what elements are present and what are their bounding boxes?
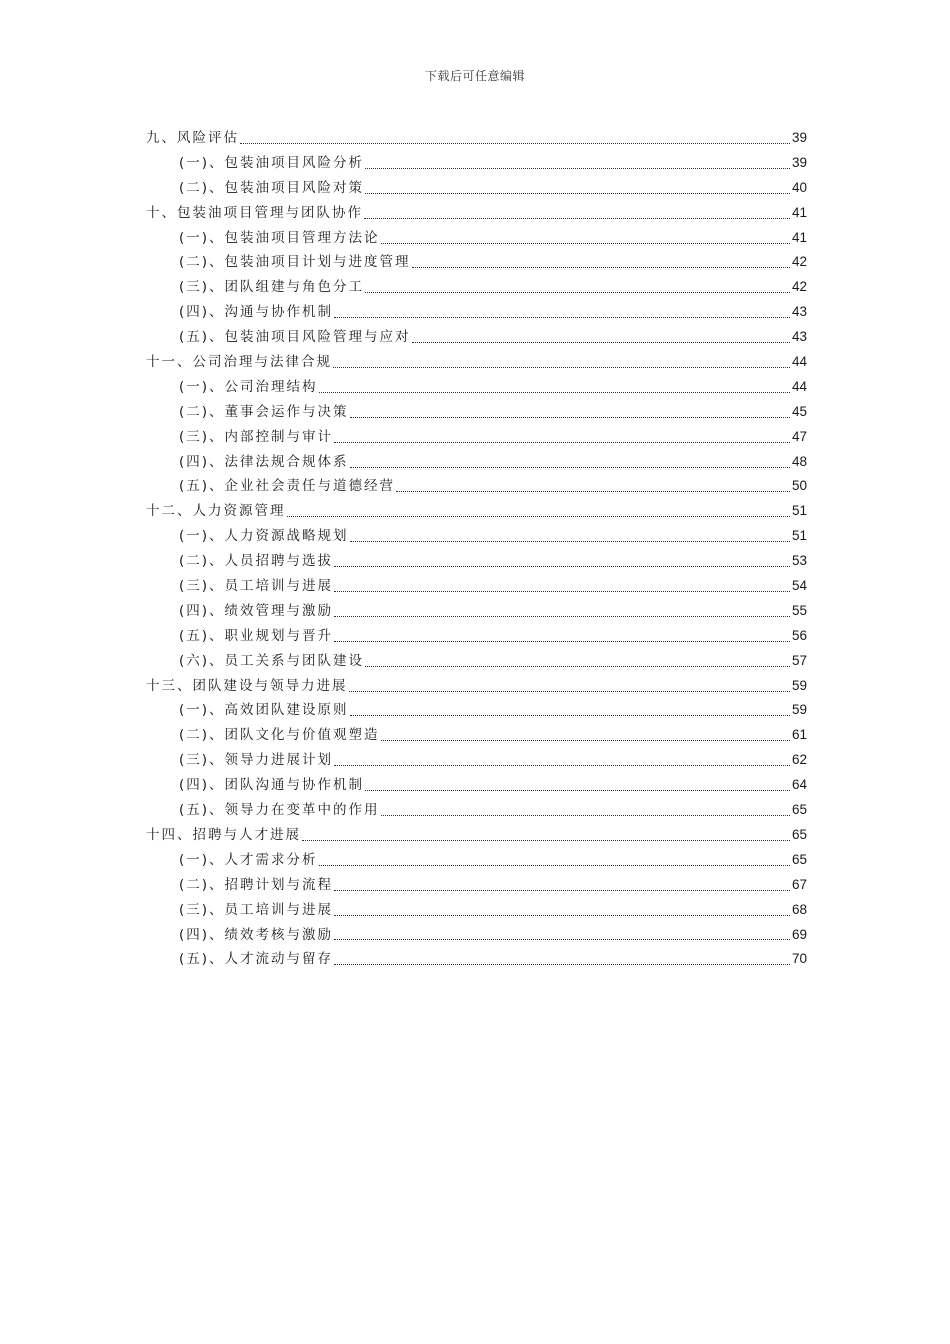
toc-entry-title: (五)、包装油项目风险管理与应对 xyxy=(179,329,411,346)
toc-entry[interactable] xyxy=(146,400,807,425)
toc-entry[interactable] xyxy=(146,773,807,798)
toc-dot-leader xyxy=(381,243,790,244)
toc-entry-page-number: 59 xyxy=(791,702,807,718)
toc-entry-page-number: 43 xyxy=(791,304,807,320)
toc-entry[interactable] xyxy=(146,250,807,275)
toc-entry[interactable] xyxy=(146,698,807,723)
toc-entry-title: (五)、领导力在变革中的作用 xyxy=(179,802,380,819)
toc-entry[interactable] xyxy=(146,300,807,325)
toc-entry-title: (五)、企业社会责任与道德经营 xyxy=(179,478,396,495)
table-of-contents xyxy=(146,126,807,972)
toc-entry[interactable] xyxy=(146,873,807,898)
toc-entry-title: (四)、绩效管理与激励 xyxy=(179,602,334,619)
toc-entry-title: (二)、招聘计划与流程 xyxy=(179,876,334,893)
toc-dot-leader xyxy=(334,442,790,443)
toc-entry[interactable] xyxy=(146,450,807,475)
toc-entry[interactable] xyxy=(146,823,807,848)
toc-entry[interactable] xyxy=(146,375,807,400)
toc-dot-leader xyxy=(350,467,790,468)
toc-dot-leader xyxy=(365,193,790,194)
toc-dot-leader xyxy=(319,392,790,393)
toc-dot-leader xyxy=(350,541,790,542)
toc-entry-title: 十二、人力资源管理 xyxy=(146,503,286,520)
toc-entry[interactable] xyxy=(146,474,807,499)
toc-entry[interactable] xyxy=(146,748,807,773)
toc-dot-leader xyxy=(334,890,790,891)
toc-entry[interactable] xyxy=(146,574,807,599)
toc-dot-leader xyxy=(334,964,790,965)
toc-dot-leader xyxy=(240,143,790,144)
toc-entry-title: (二)、包装油项目计划与进度管理 xyxy=(179,254,411,271)
toc-entry-title: (四)、法律法规合规体系 xyxy=(179,453,349,470)
toc-entry-page-number: 57 xyxy=(791,652,807,668)
toc-entry-page-number: 42 xyxy=(791,279,807,295)
toc-entry-page-number: 67 xyxy=(791,876,807,892)
toc-entry[interactable] xyxy=(146,425,807,450)
toc-entry-title: (四)、绩效考核与激励 xyxy=(179,926,334,943)
toc-entry-title: (三)、领导力进展计划 xyxy=(179,752,334,769)
toc-dot-leader xyxy=(396,491,790,492)
toc-entry-page-number: 53 xyxy=(791,553,807,569)
toc-entry-title: 十三、团队建设与领导力进展 xyxy=(146,677,348,694)
toc-entry-page-number: 47 xyxy=(791,428,807,444)
toc-dot-leader xyxy=(381,815,790,816)
toc-dot-leader xyxy=(365,666,790,667)
toc-dot-leader xyxy=(412,342,790,343)
toc-entry-page-number: 55 xyxy=(791,602,807,618)
toc-entry-page-number: 56 xyxy=(791,627,807,643)
toc-entry-page-number: 51 xyxy=(791,503,807,519)
toc-entry[interactable] xyxy=(146,923,807,948)
toc-entry-page-number: 69 xyxy=(791,926,807,942)
toc-dot-leader xyxy=(365,292,790,293)
toc-entry-title: (一)、人力资源战略规划 xyxy=(179,528,349,545)
toc-entry-title: (五)、人才流动与留存 xyxy=(179,951,334,968)
toc-entry-title: (六)、员工关系与团队建设 xyxy=(179,652,365,669)
toc-entry[interactable] xyxy=(146,126,807,151)
toc-entry-title: (一)、公司治理结构 xyxy=(179,378,318,395)
toc-dot-leader xyxy=(364,218,790,219)
toc-entry[interactable] xyxy=(146,325,807,350)
toc-dot-leader xyxy=(334,915,790,916)
toc-entry-title: (三)、内部控制与审计 xyxy=(179,428,334,445)
toc-entry-page-number: 44 xyxy=(791,354,807,370)
toc-dot-leader xyxy=(334,616,790,617)
toc-dot-leader xyxy=(302,840,790,841)
toc-entry-page-number: 70 xyxy=(791,951,807,967)
toc-entry-page-number: 62 xyxy=(791,752,807,768)
toc-dot-leader xyxy=(350,417,790,418)
toc-dot-leader xyxy=(287,516,790,517)
toc-entry-title: (三)、团队组建与角色分工 xyxy=(179,279,365,296)
toc-entry-title: (三)、员工培训与进展 xyxy=(179,578,334,595)
toc-entry[interactable] xyxy=(146,226,807,251)
toc-entry[interactable] xyxy=(146,151,807,176)
toc-entry[interactable] xyxy=(146,499,807,524)
toc-entry-page-number: 65 xyxy=(791,826,807,842)
toc-entry-title: (二)、董事会运作与决策 xyxy=(179,403,349,420)
toc-entry-title: (四)、沟通与协作机制 xyxy=(179,304,334,321)
toc-entry-page-number: 40 xyxy=(791,179,807,195)
toc-entry-page-number: 68 xyxy=(791,901,807,917)
toc-entry[interactable] xyxy=(146,649,807,674)
toc-entry-title: (四)、团队沟通与协作机制 xyxy=(179,777,365,794)
toc-entry-title: 十一、公司治理与法律合规 xyxy=(146,354,332,371)
toc-entry-title: (二)、包装油项目风险对策 xyxy=(179,179,365,196)
toc-dot-leader xyxy=(365,790,790,791)
toc-entry[interactable] xyxy=(146,350,807,375)
toc-entry[interactable] xyxy=(146,524,807,549)
toc-entry-title: 九、风险评估 xyxy=(146,130,239,146)
toc-entry[interactable] xyxy=(146,624,807,649)
toc-entry-title: (一)、高效团队建设原则 xyxy=(179,702,349,719)
toc-dot-leader xyxy=(334,641,790,642)
toc-entry[interactable] xyxy=(146,674,807,699)
toc-entry-page-number: 43 xyxy=(791,329,807,345)
toc-entry[interactable] xyxy=(146,798,807,823)
toc-entry[interactable] xyxy=(146,848,807,873)
toc-entry-page-number: 59 xyxy=(791,677,807,693)
toc-entry-title: 十、包装油项目管理与团队协作 xyxy=(146,204,363,221)
toc-entry[interactable] xyxy=(146,898,807,923)
toc-entry-page-number: 41 xyxy=(791,229,807,245)
toc-entry-page-number: 39 xyxy=(791,154,807,170)
toc-entry-page-number: 51 xyxy=(791,528,807,544)
toc-entry-page-number: 61 xyxy=(791,727,807,743)
toc-entry-page-number: 65 xyxy=(791,851,807,867)
toc-entry-title: (二)、团队文化与价值观塑造 xyxy=(179,727,380,744)
toc-entry-page-number: 45 xyxy=(791,403,807,419)
toc-dot-leader xyxy=(334,765,790,766)
toc-entry[interactable] xyxy=(146,275,807,300)
toc-entry-title: (二)、人员招聘与选拔 xyxy=(179,553,334,570)
toc-dot-leader xyxy=(334,317,790,318)
toc-dot-leader xyxy=(350,715,790,716)
toc-dot-leader xyxy=(334,566,790,567)
toc-entry[interactable] xyxy=(146,201,807,226)
toc-dot-leader xyxy=(365,168,790,169)
toc-entry-page-number: 41 xyxy=(791,204,807,220)
toc-entry-page-number: 44 xyxy=(791,378,807,394)
toc-entry-page-number: 42 xyxy=(791,254,807,270)
toc-dot-leader xyxy=(334,591,790,592)
toc-entry-page-number: 65 xyxy=(791,802,807,818)
toc-entry-title: (五)、职业规划与晋升 xyxy=(179,627,334,644)
toc-entry-page-number: 48 xyxy=(791,453,807,469)
toc-entry[interactable] xyxy=(146,947,807,972)
toc-entry-title: (一)、包装油项目风险分析 xyxy=(179,154,365,171)
toc-dot-leader xyxy=(319,865,790,866)
toc-dot-leader xyxy=(349,691,790,692)
toc-entry[interactable] xyxy=(146,176,807,201)
header-note: 下载后可任意编辑 xyxy=(424,69,525,83)
toc-entry[interactable] xyxy=(146,723,807,748)
toc-entry-page-number: 64 xyxy=(791,777,807,793)
toc-entry-title: (一)、包装油项目管理方法论 xyxy=(179,229,380,246)
toc-entry-page-number: 39 xyxy=(791,130,807,145)
toc-dot-leader xyxy=(412,267,790,268)
toc-dot-leader xyxy=(381,740,790,741)
toc-entry[interactable] xyxy=(146,549,807,574)
toc-dot-leader xyxy=(334,939,790,940)
toc-entry[interactable] xyxy=(146,599,807,624)
toc-entry-page-number: 50 xyxy=(791,478,807,494)
toc-dot-leader xyxy=(333,367,790,368)
toc-entry-title: (一)、人才需求分析 xyxy=(179,851,318,868)
toc-entry-page-number: 54 xyxy=(791,578,807,594)
toc-entry-title: (三)、员工培训与进展 xyxy=(179,901,334,918)
toc-entry-title: 十四、招聘与人才进展 xyxy=(146,826,301,843)
